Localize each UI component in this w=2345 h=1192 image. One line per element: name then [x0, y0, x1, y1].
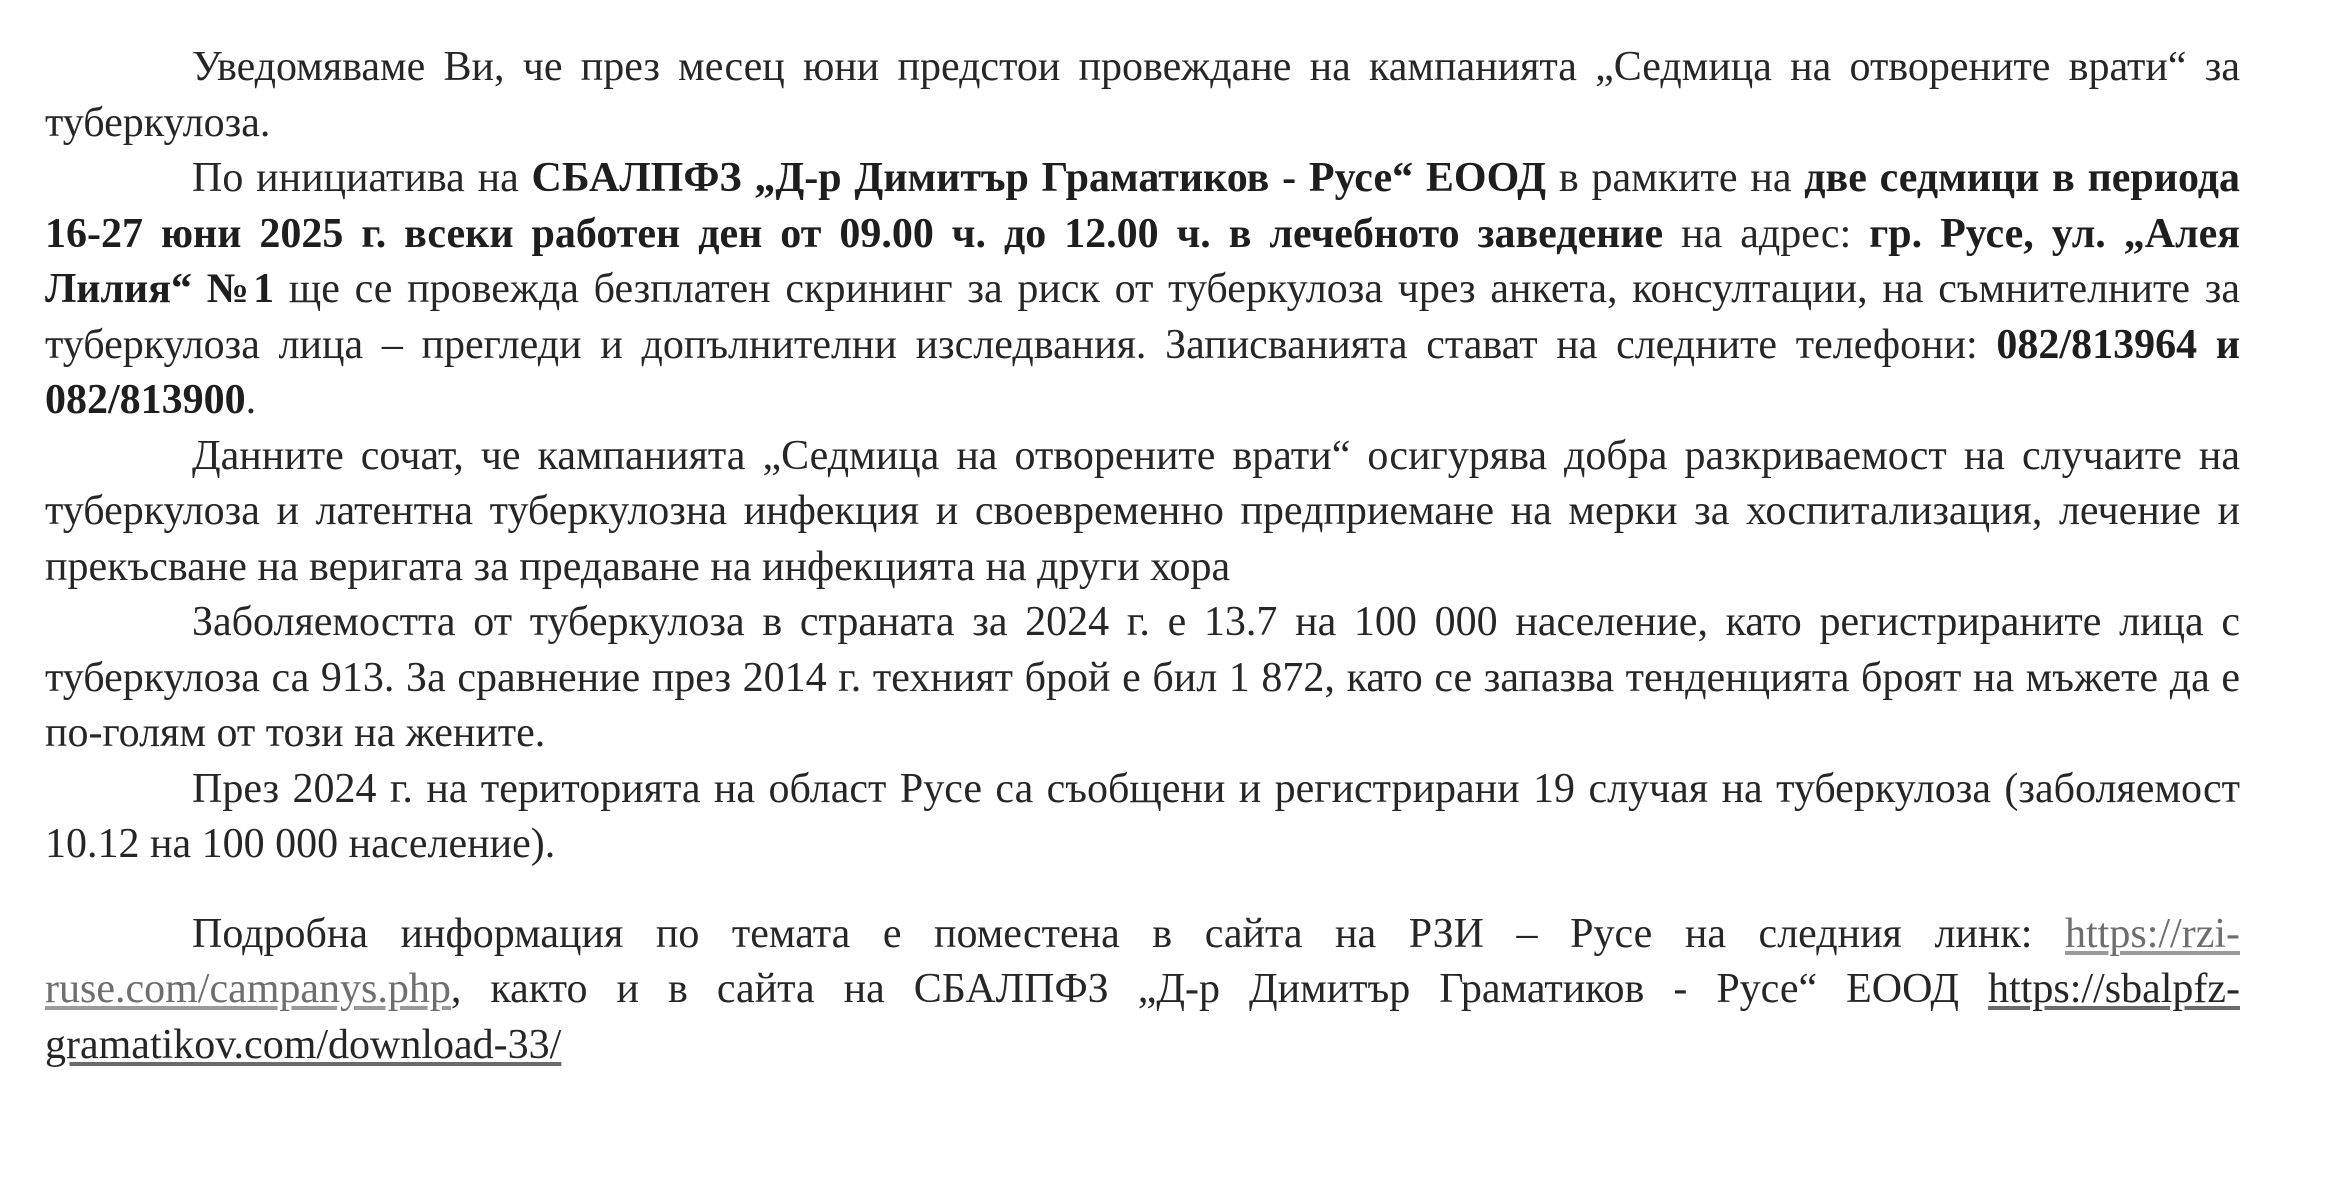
paragraph-regional-incidence [45, 762, 2240, 873]
hospital-name: СБАЛПФЗ „Д-р Димитър Граматиков - Русе“ ЕООД [531, 155, 1547, 201]
address-label: на адрес: [1663, 210, 1870, 257]
phone-numbers: 082/813964 и 082/813900 [45, 321, 2240, 423]
document-page [45, 40, 2240, 1073]
announcement-text: Уведомяваме Ви, че през месец юни предстои провеждане на кампанията „Седмица на отворените врати“ за туберкулоза. [45, 44, 2240, 146]
hospital-address: гр. Русе, ул. „Алея Лилия“ №1 [45, 210, 2240, 312]
rzi-ruse-link[interactable]: https://rzi-ruse.com/campanys.php [45, 910, 2240, 1012]
paragraph-national-incidence [45, 595, 2240, 762]
paragraph-initiative [45, 151, 2240, 429]
initiative-frame: в рамките на [1546, 155, 1805, 201]
more-info-text: Подробна информация по темата е поместена в сайта на РЗИ – Русе на следния линк: [192, 910, 2066, 957]
data-text: Данните сочат, че кампанията „Седмица на отворените врати“ осигурява добра разкриваемост на случаите на туберкулоза и латентна туберкулозна инфекция и своевременно предприемане на мерки за хоспитализация, лечение и прекъсване на веригата за предаване на инфекцията на други хора [45, 432, 2240, 590]
paragraph-data [45, 429, 2240, 596]
regional-incidence-text: През 2024 г. на територията на област Русе са съобщени и регистрирани 19 случая на туберкулоза (заболяемост 10.12 на 100 000 население). [45, 765, 2240, 867]
paragraph-more-info [45, 907, 2240, 1074]
paragraph-announcement [45, 40, 2240, 151]
sentence-end: . [245, 377, 257, 423]
initiative-intro: По инициатива на [192, 155, 532, 201]
national-incidence-text: Заболяемостта от туберкулоза в страната за 2024 г. е 13.7 на 100 000 население, като регистрираните лица с туберкулоза са 913. За сравнение през 2014 г. техният брой е бил 1 872, като се запазва тенденцията броят на мъжете да е по-голям от този на жените. [45, 599, 2240, 756]
more-info-connector: , както и в сайта на СБАЛПФЗ „Д-р Димитър Граматиков - Русе“ ЕООД [450, 966, 1989, 1012]
sbalpfz-link[interactable]: https://sbalpfz-gramatikov.com/download-33/ [45, 966, 2240, 1068]
campaign-schedule: две седмици в периода 16-27 юни 2025 г. всеки работен ден от 09.00 ч. до 12.00 ч. в лечебното заведение [45, 155, 2241, 257]
screening-description: ще се провежда безплатен скрининг за риск от туберкулоза чрез анкета, консултации, на съмнителните за туберкулоза лица – прегледи и допълнителни изследвания. Записванията стават на следните телефони: [45, 266, 2240, 368]
